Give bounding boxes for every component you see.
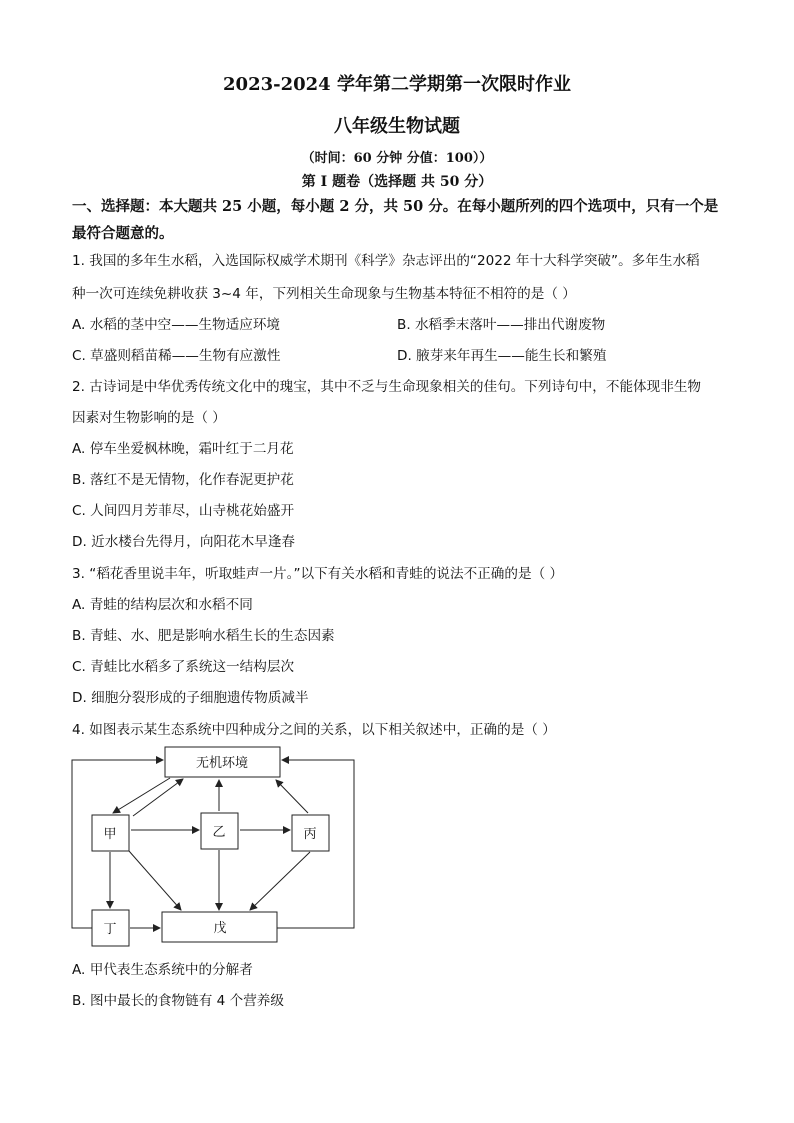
label-yi: 乙 [212,825,226,840]
exam-subtitle: 八年级生物试题 [334,116,460,137]
part-heading: 第 I 题卷（选择题 共 50 分） [301,174,493,190]
time-score-line: （时间：60 分钟 分值：100）） [301,151,493,166]
label-bing: 丙 [303,827,317,842]
question-2-stem-line-2: 因素对生物影响的是（ ） [72,410,226,426]
box-bing [292,815,329,851]
question-2-option-b: B. 落红不是无情物，化作春泥更护花 [72,472,294,488]
question-3-option-d: D. 细胞分裂形成的子细胞遗传物质减半 [72,690,309,706]
question-1-option-b: B. 水稻季末落叶——排出代谢废物 [397,317,606,333]
question-4-option-a: A. 甲代表生态系统中的分解者 [72,962,253,978]
label-wu: 戊 [213,921,227,936]
question-1-option-d: D. 腋芽来年再生——能生长和繁殖 [397,348,607,364]
question-3-option-a: A. 青蛙的结构层次和水稻不同 [72,597,253,613]
box-yi [201,813,238,849]
box-jia [92,815,129,851]
exam-title: 2023-2024 学年第二学期第一次限时作业 [223,74,571,95]
section-heading: 一、选择题：本大题共 25 小题，每小题 2 分，共 50 分。在每小题所列的四个选项中，只有一个是最符合题意的。 [72,198,719,242]
question-1-option-a: A. 水稻的茎中空——生物适应环境 [72,317,281,333]
box-wu [162,912,277,942]
question-1-option-c: C. 草盛则稻苗稀——生物有应激性 [72,348,281,364]
question-3-option-c: C. 青蛙比水稻多了系统这一结构层次 [72,659,295,675]
question-2-option-a: A. 停车坐爱枫林晚，霜叶红于二月花 [72,441,294,457]
question-3-stem: 3. “稻花香里说丰年，听取蛙声一片。”以下有关水稻和青蛙的说法不正确的是（ ） [72,566,564,582]
label-jia: 甲 [103,827,117,842]
question-2-option-c: C. 人间四月芳菲尽，山寺桃花始盛开 [72,503,295,519]
question-1-stem-line-2: 种一次可连续免耕收获 3~4 年，下列相关生命现象与生物基本特征不相符的是（ ） [72,286,576,302]
question-2-option-d: D. 近水楼台先得月，向阳花木早逢春 [72,534,296,550]
question-2-stem-line-1: 2. 古诗词是中华优秀传统文化中的瑰宝，其中不乏与生命现象相关的佳句。下列诗句中，不能体现非生物 [72,379,702,395]
label-env: 无机环境 [195,756,249,771]
box-env [165,747,280,777]
box-ding [92,910,129,946]
question-4-stem: 4. 如图表示某生态系统中四种成分之间的关系，以下相关叙述中，正确的是（ ） [72,722,556,738]
question-4-option-b: B. 图中最长的食物链有 4 个营养级 [72,993,284,1009]
question-1-stem-line-1: 1. 我国的多年生水稻，入选国际权威学术期刊《科学》杂志评出的“2022 年十大科学突破”。多年生水稻 [72,253,700,269]
label-ding: 丁 [103,922,117,937]
question-3-option-b: B. 青蛙、水、肥是影响水稻生长的生态因素 [72,628,335,644]
